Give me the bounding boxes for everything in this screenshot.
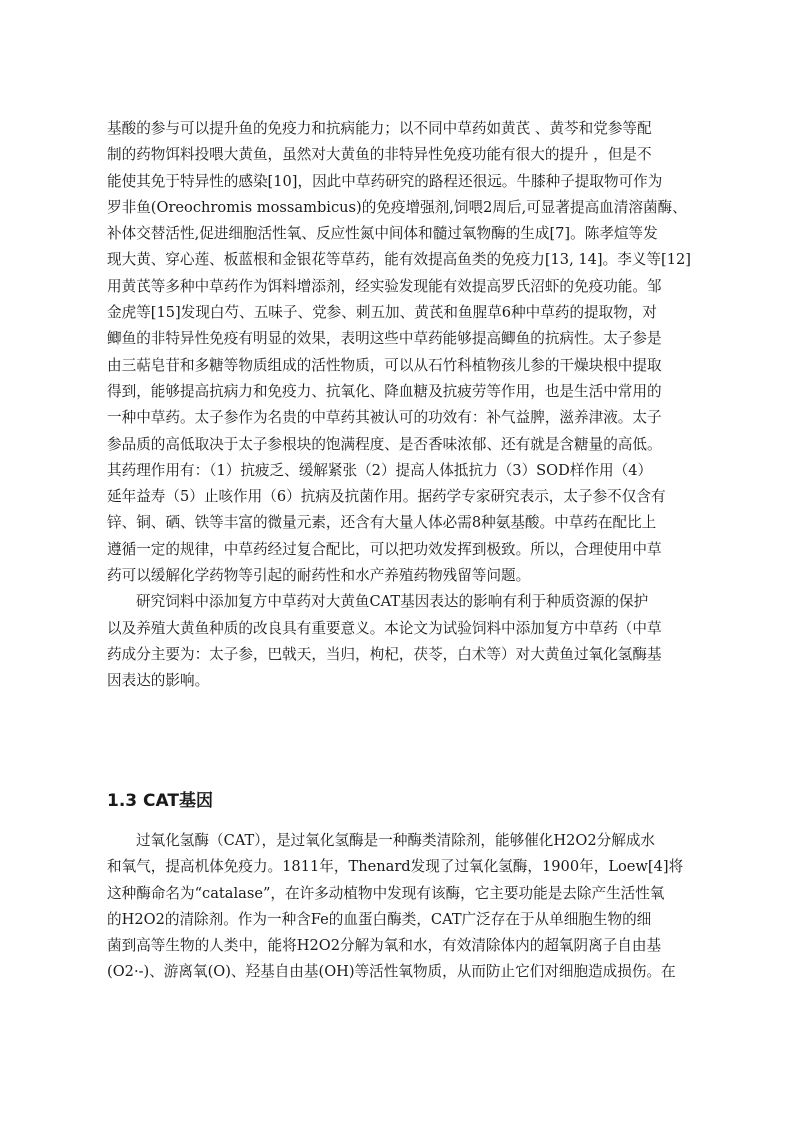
text-line: 参品质的高低取决于太子参根块的饱满程度、是否香味浓郁、还有就是含糖量的高低。: [107, 435, 662, 453]
text-line: 以及养殖大黄鱼种质的改良具有重要意义。本论文为试验饲料中添加复方中草药（中草: [107, 619, 662, 637]
text-line: 由三萜皂苷和多糖等物质组成的活性物质，可以从石竹科植物孩儿参的干燥块根中提取: [107, 356, 662, 374]
text-line: (O2·-)、游离氧(O)、羟基自由基(OH)等活性氧物质，从而防止它们对细胞造成损伤。在: [107, 963, 676, 981]
text-line: 鲫鱼的非特异性免疫有明显的效果，表明这些中草药能够提高鲫鱼的抗病性。太子参是: [107, 330, 662, 348]
text-line: 菌到高等生物的人类中，能将H2O2分解为氧和水，有效清除体内的超氧阴离子自由基: [107, 937, 662, 955]
text-line: 补体交替活性,促进细胞活性氧、反应性氮中间体和髓过氧物酶的生成[7]。陈孝煊等发: [107, 225, 658, 243]
text-line: 遵循一定的规律，中草药经过复合配比，可以把功效发挥到极致。所以，合理使用中草: [107, 540, 662, 558]
text-line: 药可以缓解化学药物等引起的耐药性和水产养殖药物残留等问题。: [107, 567, 531, 585]
paragraph-3: [107, 828, 690, 986]
text-line: 金虎等[15]发现白芍、五味子、党参、刺五加、黄芪和鱼腥草6种中草药的提取物，对: [107, 304, 658, 322]
text-line: 现大黄、穿心莲、板蓝根和金银花等草药，能有效提高鱼类的免疫力[13, 14]。李义等[12]: [107, 251, 691, 269]
text-line: 药成分主要为：太子参，巴戟天，当归，枸杞，茯苓，白术等）对大黄鱼过氧化氢酶基: [107, 645, 662, 663]
text-line: 的H2O2的清除剂。作为一种含Fe的血蛋白酶类，CAT广泛存在于从单细胞生物的细: [107, 910, 652, 928]
text-line: 和氧气，提高机体免疫力。1811年，Thenard发现了过氧化氢酶，1900年，Loew[4]将: [107, 858, 684, 876]
text-line: 锌、铜、硒、铁等丰富的微量元素，还含有大量人体必需8种氨基酸。中草药在配比上: [107, 514, 657, 532]
text-line: 能使其免于特异性的感染[10]，因此中草药研究的路程还很远。牛膝种子提取物可作为: [107, 172, 663, 190]
text-line: 一种中草药。太子参作为名贵的中草药其被认可的功效有：补气益脾，滋养津液。太子: [107, 409, 662, 427]
text-line: 罗非鱼(Oreochromis mossambicus)的免疫增强剂,饲喂2周后,可显著提高血清溶菌酶、: [107, 198, 687, 216]
text-line: 得到，能够提高抗病力和免疫力、抗氧化、降血糖及抗疲劳等作用，也是生活中常用的: [107, 382, 662, 400]
section-heading: 1.3 CAT基因: [107, 791, 213, 811]
text-line: 过氧化氢酶（CAT），是过氧化氢酶是一种酶类清除剂，能够催化H2O2分解成水: [136, 832, 656, 849]
text-line: 制的药物饵料投喂大黄鱼，虽然对大黄鱼的非特异性免疫功能有很大的提升 ，但是不: [107, 146, 652, 164]
text-line: 延年益寿（5）止咳作用（6）抗病及抗菌作用。据药学专家研究表示，太子参不仅含有: [107, 488, 666, 506]
text-line: 基酸的参与可以提升鱼的免疫力和抗病能力；以不同中草药如黄芪 、黄芩和党参等配: [107, 120, 652, 137]
text-line: 因表达的影响。: [107, 672, 210, 690]
paragraph-1: [107, 116, 690, 695]
text-line: 这种酶命名为“catalase”，在许多动植物中发现有该酶，它主要功能是去除产生活性氧: [107, 884, 665, 902]
text-line: 其药理作用有：（1）抗疲乏、缓解紧张（2）提高人体抵抗力（3）SOD样作用（4）: [107, 461, 653, 479]
text-line: 用黄芪等多种中草药作为饵料增添剂，经实验发现能有效提高罗氏沼虾的免疫功能。邹: [107, 277, 662, 295]
text-line: 研究饲料中添加复方中草药对大黄鱼CAT基因表达的影响有利于种质资源的保护: [136, 593, 649, 611]
